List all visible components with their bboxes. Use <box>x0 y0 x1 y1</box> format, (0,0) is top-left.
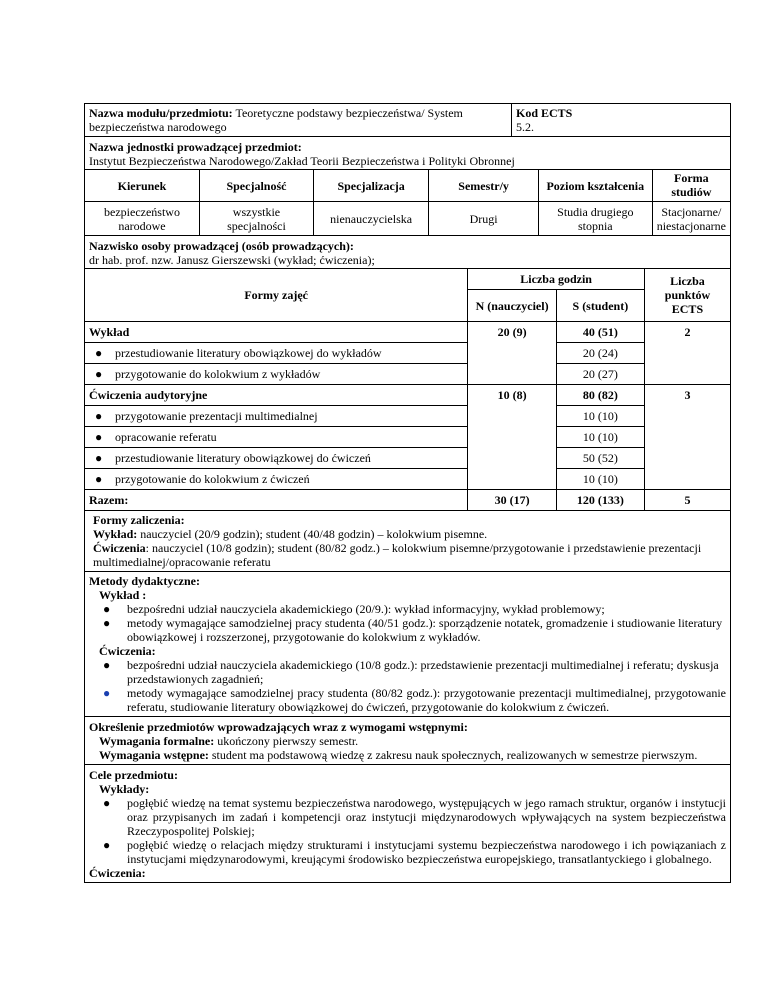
module-name-cell <box>85 104 512 136</box>
unit-section <box>84 136 731 169</box>
unit-label: Nazwa jednostki prowadzącej przedmiot: <box>89 140 302 154</box>
methods-lecture-list <box>89 602 726 644</box>
exercise-item-row <box>85 406 730 427</box>
hours-header-row-1 <box>85 269 730 290</box>
exercise-item-row <box>85 427 730 448</box>
unit-value: Instytut Bezpieczeństwa Narodowego/Zakład Teorii Bezpieczeństwa i Polityki Obronnej <box>89 154 515 168</box>
bullet-icon: ● <box>95 430 103 444</box>
total-label: Razem: <box>85 490 468 511</box>
exercise-item-cell <box>85 448 468 469</box>
hours-section <box>84 268 731 511</box>
total-s: 120 (133) <box>556 490 644 511</box>
prereq-formal-label: Wymagania formalne: <box>99 734 215 748</box>
bullet-icon: ● <box>95 346 103 360</box>
exercise-item-cell <box>85 406 468 427</box>
prereq-entry-text: student ma podstawową wiedzę z zakresu nauk społecznych, realizowanych w semestrze pierwszym. <box>211 748 698 762</box>
exercises-label: Ćwiczenia audytoryjne <box>85 385 468 406</box>
prereq-formal-text: ukończony pierwszy semestr. <box>217 734 359 748</box>
study-info-section <box>84 169 731 236</box>
lecture-label: Wykład <box>85 322 468 343</box>
syllabus-document <box>84 103 731 883</box>
header-kierunek: Kierunek <box>85 170 199 202</box>
goals-title: Cele przedmiotu: <box>89 768 178 782</box>
bullet-icon: ● <box>103 838 111 852</box>
goals-lecture-list <box>89 796 726 866</box>
assessment-exercise-text: : nauczyciel (10/8 godzin); student (80/82 godz.) – kolokwium pisemne/przygotowanie i przedstawienie prezentacji multimedialnej/opracowanie referatu <box>93 541 702 569</box>
prereq-section <box>84 716 731 764</box>
bullet-icon: ● <box>103 796 111 810</box>
s-header: S (student) <box>556 290 644 322</box>
lecturer-section <box>84 236 731 268</box>
study-info-table <box>85 169 730 236</box>
ects-header: Liczba punktów ECTS <box>644 269 730 322</box>
exercises-s: 80 (82) <box>556 385 644 406</box>
bullet-icon: ● <box>95 409 103 423</box>
lecturer-value: dr hab. prof. nzw. Janusz Gierszewski (wykład; ćwiczenia); <box>89 253 375 267</box>
list-item: ● pogłębić wiedzę o relacjach między strukturami i instytucjami systemu bezpieczeństwa narodowego i ich powiązaniach z instytucjami międzynarodowymi, kreującymi środowisko bezpieczeństwa europejskiego, transatlantyckiego i globalnego. <box>103 838 726 866</box>
assessment-title: Formy zaliczenia: <box>93 513 185 527</box>
exercise-item-s: 10 (10) <box>556 427 644 448</box>
lecture-item-cell <box>85 364 468 385</box>
assessment-exercise-label: Ćwiczenia <box>93 541 146 555</box>
ects-code-cell <box>512 104 730 136</box>
lecture-row <box>85 322 730 343</box>
study-info-values-row <box>85 202 730 236</box>
exercise-item-s: 50 (52) <box>556 448 644 469</box>
bullet-icon: ● <box>103 602 111 616</box>
lecture-item-row <box>85 343 730 364</box>
hours-table <box>85 268 730 511</box>
goals-lecture-label: Wykłady: <box>99 782 150 796</box>
exercise-item-cell <box>85 469 468 490</box>
bullet-icon: ● <box>95 367 103 381</box>
exercises-row <box>85 385 730 406</box>
module-name-label: Nazwa modułu/przedmiotu: <box>89 106 233 120</box>
total-row <box>85 490 730 511</box>
list-item: ● metody wymagające samodzielnej pracy studenta (80/82 godz.): przygotowanie prezentacji multimedialnej, przygotowanie referatu, studiowanie literatury obowiązkowej do ćwiczeń, przygotowanie do kolokwium z ćwiczeń. <box>103 686 726 714</box>
ects-code-value: 5.2. <box>516 120 534 134</box>
exercises-n: 10 (8) <box>468 385 556 490</box>
value-poziom: Studia drugiego stopnia <box>538 202 652 236</box>
lecture-s: 40 (51) <box>556 322 644 343</box>
header-semestr: Semestr/y <box>429 170 539 202</box>
exercises-ects: 3 <box>644 385 730 490</box>
bullet-icon: ● <box>95 451 103 465</box>
value-specjalizacja: nienauczycielska <box>313 202 428 236</box>
list-item: ● pogłębić wiedzę na temat systemu bezpieczeństwa narodowego, występujących w jego ramach struktur, organów i instytucji oraz przypisanych im zadań i kompetencji oraz instytucji międzynarodowych wpływających na system bezpieczeństwa Rzeczypospolitej Polskiej; <box>103 796 726 838</box>
assessment-lecture <box>93 527 726 541</box>
study-info-header-row <box>85 170 730 202</box>
list-item: ● bezpośredni udział nauczyciela akademickiego (10/8 godz.): przedstawienie prezentacji multimedialnej i referatu; dyskusja przedstawionych zagadnień; <box>103 658 719 686</box>
bullet-icon: ● <box>103 686 111 700</box>
methods-title: Metody dydaktyczne: <box>89 574 200 588</box>
lecture-item-cell <box>85 343 468 364</box>
prereq-entry <box>89 748 726 762</box>
lecture-item-label: przygotowanie do kolokwium z wykładów <box>115 367 321 381</box>
bullet-icon: ● <box>103 616 111 630</box>
exercise-item-label: przygotowanie do kolokwium z ćwiczeń <box>115 472 310 486</box>
goals-exercise-label: Ćwiczenia: <box>89 866 146 880</box>
exercise-item-label: opracowanie referatu <box>115 430 217 444</box>
lecture-n: 20 (9) <box>468 322 556 385</box>
total-ects: 5 <box>644 490 730 511</box>
lecture-item-label: przestudiowanie literatury obowiązkowej do wykładów <box>115 346 382 360</box>
prereq-formal <box>89 734 726 748</box>
exercise-item-cell <box>85 427 468 448</box>
bullet-icon: ● <box>103 658 111 672</box>
prereq-title: Określenie przedmiotów wprowadzających wraz z wymogami wstępnymi: <box>89 720 468 734</box>
value-semestr: Drugi <box>429 202 539 236</box>
methods-exercise-label: Ćwiczenia: <box>99 644 156 658</box>
methods-section <box>84 571 731 716</box>
value-kierunek: bezpieczeństwo narodowe <box>85 202 199 236</box>
exercise-item-row <box>85 448 730 469</box>
module-name-value: Teoretyczne podstawy bezpieczeństwa/ System bezpieczeństwa narodowego <box>89 106 463 134</box>
lecture-item-row <box>85 364 730 385</box>
total-n: 30 (17) <box>468 490 556 511</box>
goals-section <box>84 764 731 883</box>
exercise-item-label: przygotowanie prezentacji multimedialnej <box>115 409 318 423</box>
lecturer-label: Nazwisko osoby prowadzącej (osób prowadzących): <box>89 239 354 253</box>
header-poziom: Poziom kształcenia <box>538 170 652 202</box>
list-item: ● metody wymagające samodzielnej pracy studenta (40/51 godz.): sporządzenie notatek, gromadzenie i studiowanie literatury obowiązkowej i rozszerzonej, przygotowanie do kolokwium z wykładów. <box>103 616 723 644</box>
assessment-lecture-label: Wykład: <box>93 527 138 541</box>
n-header: N (nauczyciel) <box>468 290 556 322</box>
lecture-item-s: 20 (27) <box>556 364 644 385</box>
exercise-item-s: 10 (10) <box>556 406 644 427</box>
hours-header: Liczba godzin <box>468 269 645 290</box>
assessment-lecture-text: nauczyciel (20/9 godzin); student (40/48 godzin) – kolokwium pisemne. <box>140 527 488 541</box>
assessment-exercise <box>93 541 726 569</box>
header-specjalnosc: Specjalność <box>199 170 313 202</box>
methods-exercise-list <box>89 658 726 714</box>
lecture-item-s: 20 (24) <box>556 343 644 364</box>
ects-code-label: Kod ECTS <box>516 106 573 120</box>
module-header-row <box>84 103 731 136</box>
prereq-entry-label: Wymagania wstępne: <box>99 748 209 762</box>
exercise-item-label: przestudiowanie literatury obowiązkowej do ćwiczeń <box>115 451 371 465</box>
list-item: ● bezpośredni udział nauczyciela akademickiego (20/9.): wykład informacyjny, wykład problemowy; <box>103 602 605 616</box>
header-forma: Forma studiów <box>652 170 730 202</box>
forms-header: Formy zajęć <box>85 269 468 322</box>
value-specjalnosc: wszystkie specjalności <box>199 202 313 236</box>
header-specjalizacja: Specjalizacja <box>313 170 428 202</box>
exercise-item-row <box>85 469 730 490</box>
methods-lecture-label: Wykład : <box>99 588 147 602</box>
exercise-item-s: 10 (10) <box>556 469 644 490</box>
lecture-ects: 2 <box>644 322 730 385</box>
value-forma: Stacjonarne/ niestacjonarne <box>652 202 730 236</box>
assessment-section <box>84 511 731 571</box>
bullet-icon: ● <box>95 472 103 486</box>
